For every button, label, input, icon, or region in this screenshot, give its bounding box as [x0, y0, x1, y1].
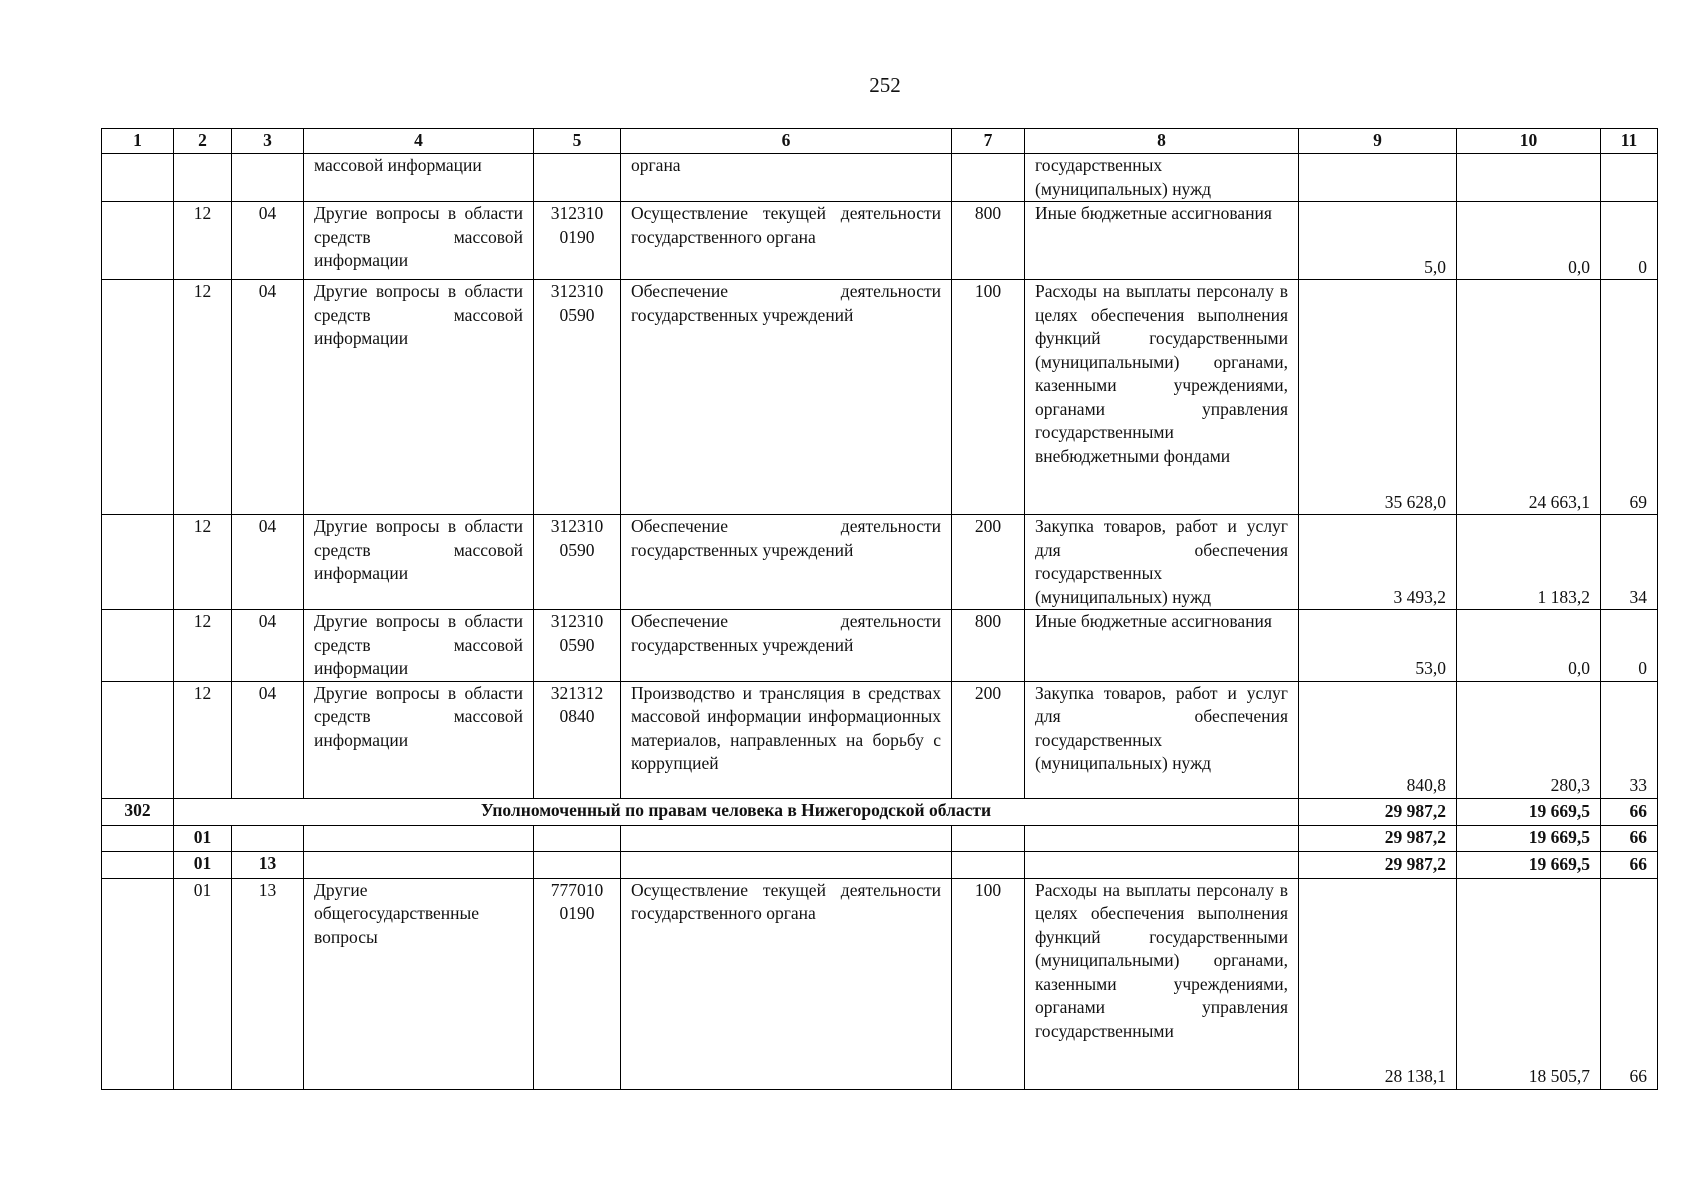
subsection-code-cell: 04 [232, 610, 304, 682]
percent-cell: 33 [1601, 681, 1658, 798]
actual-amount-cell: 0,0 [1457, 202, 1601, 280]
table-row [102, 515, 1658, 610]
header-cell: 2 [174, 129, 232, 154]
plan-amount-cell: 5,0 [1299, 202, 1457, 280]
subsection-code-cell: 04 [232, 515, 304, 610]
section-name-cell: Другие вопросы в области средств массовой информации [304, 681, 534, 798]
section-code-cell: 12 [174, 610, 232, 682]
section-code-cell: 01 [174, 878, 232, 1089]
subsection-code-cell: 13 [232, 878, 304, 1089]
actual-amount-cell: 1 183,2 [1457, 515, 1601, 610]
percent-cell: 66 [1601, 851, 1658, 878]
section-name-cell: Другие вопросы в области средств массовой информации [304, 610, 534, 682]
purpose-cell: Обеспечение деятельности государственных учреждений [621, 610, 952, 682]
plan-amount-cell: 29 987,2 [1299, 798, 1457, 825]
header-cell: 6 [621, 129, 952, 154]
table-row [102, 280, 1658, 515]
expense-code-cell: 800 [952, 202, 1025, 280]
section-code-cell: 01 [174, 825, 232, 851]
target-code-cell: 312310 0190 [534, 202, 621, 280]
percent-cell: 66 [1601, 825, 1658, 851]
target-code-cell: 312310 0590 [534, 280, 621, 515]
target-code-cell: 777010 0190 [534, 878, 621, 1089]
plan-amount-cell: 29 987,2 [1299, 851, 1457, 878]
target-code-cell: 312310 0590 [534, 515, 621, 610]
plan-amount-cell: 53,0 [1299, 610, 1457, 682]
header-cell: 10 [1457, 129, 1601, 154]
percent-cell: 69 [1601, 280, 1658, 515]
header-cell: 7 [952, 129, 1025, 154]
department-code-cell: 302 [102, 798, 174, 825]
page-number: 252 [869, 73, 901, 97]
percent-cell: 0 [1601, 610, 1658, 682]
header-cell: 9 [1299, 129, 1457, 154]
continuation-row [102, 154, 1658, 202]
header-cell: 11 [1601, 129, 1658, 154]
section-code-cell: 12 [174, 202, 232, 280]
header-cell: 5 [534, 129, 621, 154]
header-cell: 8 [1025, 129, 1299, 154]
table-row [102, 202, 1658, 280]
target-code-cell: 312310 0590 [534, 610, 621, 682]
expense-code-cell: 200 [952, 681, 1025, 798]
percent-cell: 0 [1601, 202, 1658, 280]
subsection-code-cell: 04 [232, 280, 304, 515]
header-row [102, 129, 1658, 154]
subtotal-row [102, 825, 1658, 851]
expense-code-cell: 200 [952, 515, 1025, 610]
plan-amount-cell: 840,8 [1299, 681, 1457, 798]
plan-amount-cell: 29 987,2 [1299, 825, 1457, 851]
expense-type-cell: Расходы на выплаты персоналу в целях обеспечения выполнения функций государственными (муниципальными) органами, казенными учреждениями, органами управления государственными [1025, 878, 1299, 1089]
actual-amount-cell: 19 669,5 [1457, 825, 1601, 851]
plan-amount-cell: 35 628,0 [1299, 280, 1457, 515]
actual-amount-cell: 0,0 [1457, 610, 1601, 682]
section-code-cell: 12 [174, 681, 232, 798]
table-row [102, 878, 1658, 1089]
subsection-code-cell: 04 [232, 681, 304, 798]
actual-amount-cell: 19 669,5 [1457, 798, 1601, 825]
expense-code-cell: 100 [952, 280, 1025, 515]
section-name-cell: Другие вопросы в области средств массовой информации [304, 280, 534, 515]
section-name-cell: Другие вопросы в области средств массовой информации [304, 202, 534, 280]
table-row [102, 610, 1658, 682]
expense-type-cell: Закупка товаров, работ и услуг для обеспечения государственных (муниципальных) нужд [1025, 681, 1299, 798]
percent-cell: 66 [1601, 878, 1658, 1089]
purpose-cell: Обеспечение деятельности государственных учреждений [621, 280, 952, 515]
purpose-cell: Осуществление текущей деятельности государственного органа [621, 878, 952, 1089]
section-total-row [102, 798, 1658, 825]
expense-type-cell: Закупка товаров, работ и услуг для обеспечения государственных (муниципальных) нужд [1025, 515, 1299, 610]
section-code-cell: 12 [174, 515, 232, 610]
percent-cell: 34 [1601, 515, 1658, 610]
actual-amount-cell: 280,3 [1457, 681, 1601, 798]
subsection-code-cell: 04 [232, 202, 304, 280]
purpose-cell: Производство и трансляция в средствах массовой информации информационных материалов, направленных на борьбу с коррупцией [621, 681, 952, 798]
subtotal-row [102, 851, 1658, 878]
expense-type-cell: Иные бюджетные ассигнования [1025, 202, 1299, 280]
expense-code-cell: 800 [952, 610, 1025, 682]
actual-amount-cell: 18 505,7 [1457, 878, 1601, 1089]
purpose-cell: органа [621, 154, 952, 202]
header-cell: 1 [102, 129, 174, 154]
header-cell: 4 [304, 129, 534, 154]
plan-amount-cell: 28 138,1 [1299, 878, 1457, 1089]
section-code-cell: 12 [174, 280, 232, 515]
expense-code-cell: 100 [952, 878, 1025, 1089]
plan-amount-cell: 3 493,2 [1299, 515, 1457, 610]
section-name-cell: Другие общегосударственные вопросы [304, 878, 534, 1089]
budget-table [101, 128, 1658, 1090]
actual-amount-cell: 19 669,5 [1457, 851, 1601, 878]
section-name-cell: Другие вопросы в области средств массовой информации [304, 515, 534, 610]
target-code-cell: 321312 0840 [534, 681, 621, 798]
expense-type-cell: государственных (муниципальных) нужд [1025, 154, 1299, 202]
expense-type-cell: Иные бюджетные ассигнования [1025, 610, 1299, 682]
purpose-cell: Обеспечение деятельности государственных учреждений [621, 515, 952, 610]
department-title: Уполномоченный по правам человека в Нижегородской области [174, 798, 1299, 825]
percent-cell: 66 [1601, 798, 1658, 825]
actual-amount-cell: 24 663,1 [1457, 280, 1601, 515]
subsection-code-cell [232, 825, 304, 851]
purpose-cell: Осуществление текущей деятельности государственного органа [621, 202, 952, 280]
expense-type-cell: Расходы на выплаты персоналу в целях обеспечения выполнения функций государственными (муниципальными) органами, казенными учреждениями, органами управления государственными внебюджетными фондами [1025, 280, 1299, 515]
section-code-cell: 01 [174, 851, 232, 878]
section-name-cell: массовой информации [304, 154, 534, 202]
table-row [102, 681, 1658, 798]
subsection-code-cell: 13 [232, 851, 304, 878]
header-cell: 3 [232, 129, 304, 154]
